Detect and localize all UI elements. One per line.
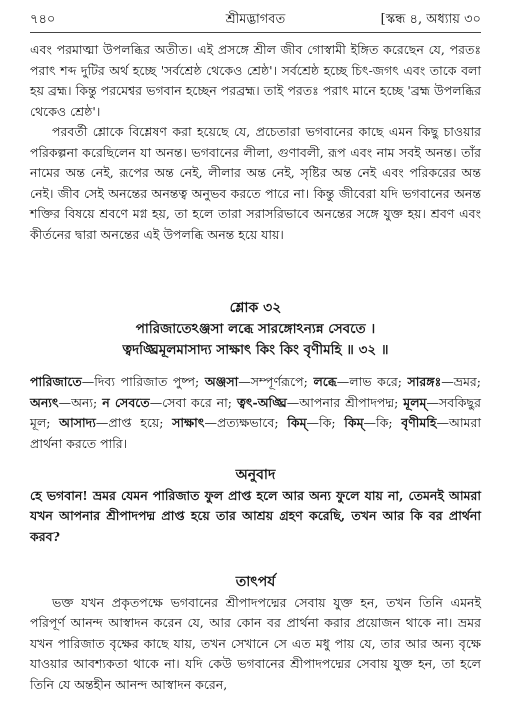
synonym-meaning: সেবা করে না; (162, 394, 232, 410)
synonym-meaning: দিব্য পারিজাত পুষ্প; (94, 374, 200, 389)
synonym-meaning: ভ্রমর; (453, 374, 481, 389)
synonym-meaning: কি; (376, 415, 393, 430)
chapter-reference: [স্কন্ধ ৪, অধ্যায় ৩০ (380, 12, 481, 27)
synonym-meaning: সবকিছুর মূল; (30, 394, 481, 430)
synonym-meaning: প্রাপ্ত হয়ে; (108, 415, 164, 430)
purport-title: তাৎপর্য (235, 574, 276, 590)
synonym-meaning: প্রত্যক্ষভাবে; (216, 415, 279, 430)
page-header (30, 10, 481, 34)
translation-title: অনুবাদ (235, 467, 276, 483)
synonym-word: অঞ্জসা (204, 374, 239, 389)
verse-title: শ্লোক ৩২ (229, 300, 282, 316)
intro-section (30, 40, 481, 245)
synonym-meaning: কি; (319, 415, 336, 430)
synonym-word: অন্যৎ (30, 394, 59, 410)
purport-text: ভক্ত যখন প্রকৃতপক্ষে ভগবানের শ্রীপাদপদ্মের সেবায় যুক্ত হন, তখন তিনি এমনই পরিপূর্ণ আনন্দ আস্বাদন করেন যে, আর কোন বর প্রার্থনা করার প্রয়োজন থাকে না। ভ্রমর যখন পারিজাত বৃক্ষের কাছে যায়, তখন সেখানে সে এত মধু পায় যে, তার আর অন্য বৃক্ষে যাওয়ার আবশ্যকতা থাকে না। যদি কেউ ভগবানের শ্রীপাদপদ্মের সেবায় যুক্ত হন, তা হলে তিনি যে অন্তহীন আনন্দ আস্বাদন করেন, (30, 594, 481, 692)
synonym-word: আসাদ্য (59, 415, 96, 430)
synonym-word: লব্ধে (313, 374, 337, 389)
intro-paragraph-2: পরবর্তী শ্লোকে বিশ্লেষণ করা হয়েছে যে, প্রচেতারা ভগবানের কাছে এমন কিছু চাওয়ার পরিকল্পনা করেছিলেন যা অনন্ত। ভগবানের লীলা, গুণাবলী, রূপ এবং নাম সবই অনন্ত। তাঁর নামের অন্ত নেই, রূপের অন্ত নেই, লীলার অন্ত নেই, সৃষ্টির অন্ত নেই এবং পরিকরের অন্ত নেই। জীব সেই অনন্তের অনন্তত্ব অনুভব করতে পারে না। কিন্তু জীবেরা যদি ভগবানের অনন্ত শক্তির বিষয়ে শ্রবণে মগ্ন হয়, তা হলে তারা সরাসরিভাবে অনন্তের সঙ্গে যুক্ত হয়। শ্রবণ এবং কীর্তনের দ্বারা অনন্তের এই উপলব্ধি অনন্ত হয়ে যায়। (30, 124, 481, 242)
synonym-meaning: লাভ করে; (349, 374, 402, 389)
synonym-meaning: অন্য; (71, 394, 98, 410)
synonym-meaning: আপনার শ্রীপাদপদ্ম; (299, 394, 399, 410)
synonyms-section (30, 372, 481, 454)
synonym-word: বৃণীমহি (401, 415, 437, 430)
synonym-word: কিম্ (287, 415, 307, 430)
verse-section (30, 298, 481, 361)
synonym-word: সারঙ্গঃ (407, 374, 442, 389)
synonym-word: পারিজাতে (30, 374, 82, 389)
synonym-meaning: সম্পূর্ণরূপে; (250, 374, 308, 389)
verse-line-1: পারিজাতেঽঞ্জসা লব্ধে সারঙ্গোঽন্যন্ন সেবতে । (135, 320, 376, 337)
verse-line-2: ত্বদঙ্ঘ্রিমূলমাসাদ্য সাক্ষাৎ কিং কিং বৃণীমহি ॥ ৩২ ॥ (122, 341, 389, 358)
header-rule (30, 32, 481, 33)
purport-section (30, 572, 481, 695)
page-number: ৭৪০ (30, 12, 56, 27)
synonym-word: সাক্ষাৎ (172, 415, 205, 430)
intro-paragraph-1: এবং পরমাত্মা উপলব্ধির অতীত। এই প্রসঙ্গে শ্রীল জীব গোস্বামী ইঙ্গিত করেছেন যে, পরতঃ পরাৎ শব্দ দুটির অর্থ হচ্ছে 'সর্বশ্রেষ্ঠ থেকেও শ্রেষ্ঠ'। সর্বশ্রেষ্ঠ হচ্ছে চিৎ-জগৎ এবং তাকে বলা হয় ব্রহ্ম। কিন্তু পরমেশ্বর ভগবান হচ্ছেন পরব্রহ্ম। তাই পরতঃ পরাৎ মানে হচ্ছে 'ব্রহ্ম উপলব্ধির থেকেও শ্রেষ্ঠ'। (30, 42, 481, 119)
synonym-word: মূলম্ (403, 394, 427, 410)
book-title: শ্রীমদ্ভাগবত (225, 12, 286, 27)
translation-section (30, 465, 481, 547)
synonym-meaning: আমরা প্রার্থনা করতে পারি। (30, 415, 481, 451)
synonym-list: পারিজাতে—দিব্য পারিজাত পুষ্প; অঞ্জসা—সম্পূর্ণরূপে; লব্ধে—লাভ করে; সারঙ্গঃ—ভ্রমর; অন্যৎ—অন্য; ন সেবতে—সেবা করে না; ত্বৎ-অঙ্ঘ্রি—আপনার শ্রীপাদপদ্ম; মূলম্—সবকিছুর মূল; আসাদ্য—প্রাপ্ত হয়ে; সাক্ষাৎ—প্রত্যক্ষভাবে; কিম্—কি; কিম্—কি; বৃণীমহি—আমরা প্রার্থনা করতে পারি। (30, 374, 481, 451)
synonym-word: কিম্ (344, 415, 364, 430)
translation-text: হে ভগবান! ভ্রমর যেমন পারিজাত ফুল প্রাপ্ত হলে আর অন্য ফুলে যায় না, তেমনই আমরা যখন আপনার শ্রীপাদপদ্ম প্রাপ্ত হয়ে তার আশ্রয় গ্রহণ করেছি, তখন আর কি বর প্রার্থনা করব? (30, 487, 481, 544)
synonym-word: ন সেবতে (102, 394, 150, 410)
synonym-word: ত্বৎ-অঙ্ঘ্রি (236, 394, 287, 410)
